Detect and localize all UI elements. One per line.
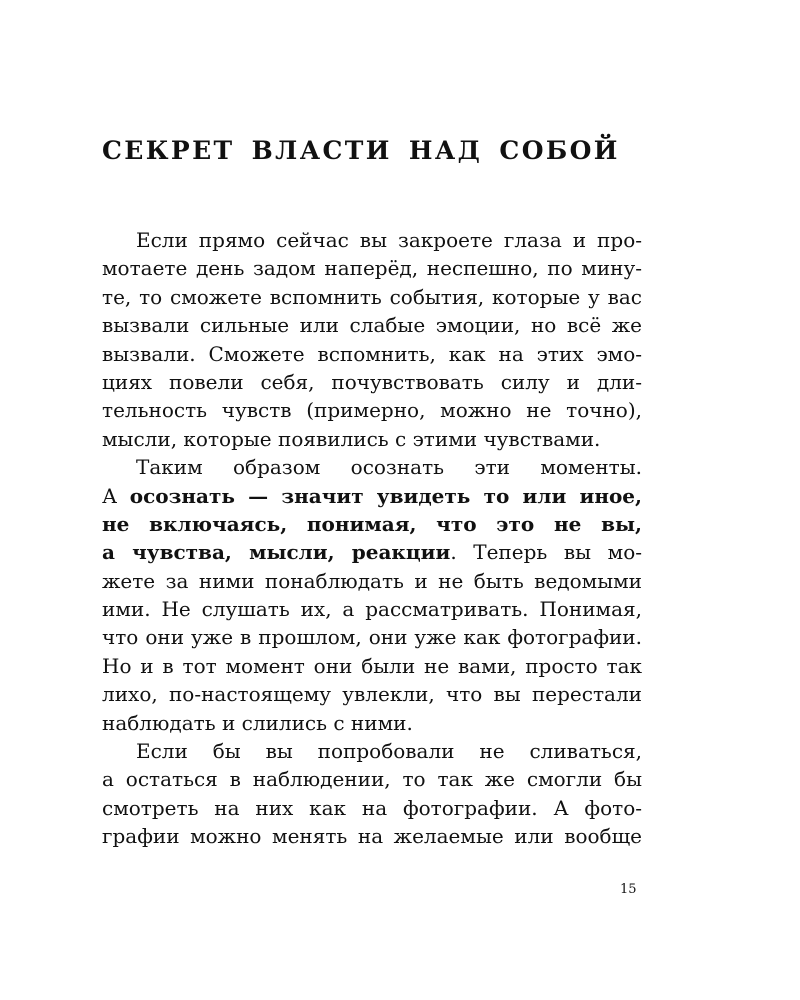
text-line: а остаться в наблюдении, то так же смогли бы xyxy=(102,767,642,792)
text-line: вызвали. Сможете вспомнить, как на этих эмо- xyxy=(102,341,642,366)
text-line: мотаете день задом наперёд, неспешно, по мину- xyxy=(102,256,642,281)
text-line-emphasis xyxy=(102,510,642,538)
text-line: ими. Не слушать их, а рассматривать. Понимая, xyxy=(102,597,642,622)
text-line: жете за ними понаблюдать и не быть ведомыми xyxy=(102,568,642,593)
text-line: циях повели себя, почувствовать силу и дли- xyxy=(102,369,642,394)
text-line-emphasis xyxy=(102,538,642,566)
page-number: 15 xyxy=(620,882,637,897)
bold-emphasis: а чувства, мысли, реакции xyxy=(102,540,451,565)
text-line-emphasis xyxy=(102,482,642,510)
text-line: тельность чувств (примерно, можно не точно), xyxy=(102,398,642,423)
text-line: Если прямо сейчас вы закроете глаза и про- xyxy=(136,228,642,252)
text-line: лихо, по-настоящему увлекли, что вы перестали xyxy=(102,682,642,707)
chapter-title: СЕКРЕТ ВЛАСТИ НАД СОБОЙ xyxy=(102,136,620,165)
bold-emphasis: осознать — значит увидеть то или иное, xyxy=(129,483,642,508)
text-line: мысли, которые появились с этими чувствами. xyxy=(102,426,601,451)
text-line: те, то сможете вспомнить события, которые у вас xyxy=(102,284,642,309)
text-line: наблюдать и слились с ними. xyxy=(102,710,413,735)
line-text: . Теперь вы мо- xyxy=(450,540,642,565)
text-line: графии можно менять на желаемые или вообще xyxy=(102,824,642,849)
text-line: Если бы вы попробовали не сливаться, xyxy=(136,739,642,764)
body-text xyxy=(102,226,642,851)
text-line: смотреть на них как на фотографии. А фото- xyxy=(102,795,642,820)
line-text: А xyxy=(102,483,130,508)
text-line: Но и в тот момент они были не вами, просто так xyxy=(102,653,642,678)
bold-emphasis: не включаясь, понимая, что это не вы, xyxy=(102,511,642,536)
text-line: что они уже в прошлом, они уже как фотографии. xyxy=(102,625,642,650)
text-line: вызвали сильные или слабые эмоции, но всё же xyxy=(102,313,642,338)
text-line: Таким образом осознать эти моменты. xyxy=(136,455,642,480)
